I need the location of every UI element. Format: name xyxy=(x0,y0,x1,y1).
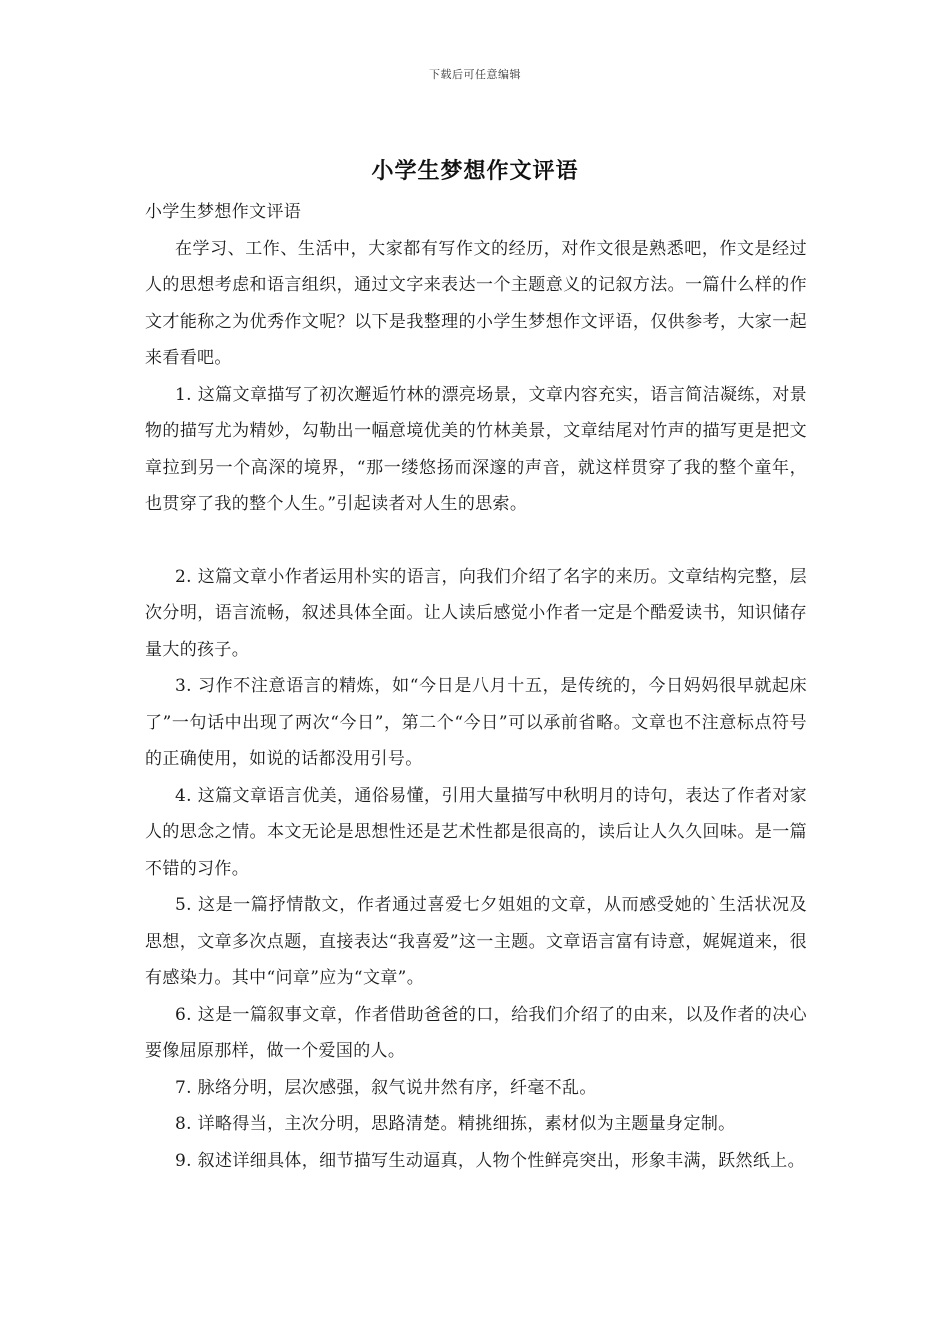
comment-item-5: 5. 这是一篇抒情散文，作者通过喜爱七夕姐姐的文章，从而感受她的`生活状况及思想，文章多次点题，直接表达“我喜爱”这一主题。文章语言富有诗意，娓娓道来，很有感染力。其中“问章”应为“文章”。 xyxy=(145,895,807,988)
page-header-note: 下载后可任意编辑 xyxy=(429,68,521,81)
comment-item-3: 3. 习作不注意语言的精炼，如“今日是八月十五，是传统的，今日妈妈很早就起床了”一句话中出现了两次“今日”，第二个“今日”可以承前省略。文章也不注意标点符号的正确使用，如说的话都没用引号。 xyxy=(145,676,807,769)
comment-item-9: 9. 叙述详细具体，细节描写生动逼真，人物个性鲜亮突出，形象丰满，跃然纸上。 xyxy=(175,1150,805,1171)
comment-item-6: 6. 这是一篇叙事文章，作者借助爸爸的口，给我们介绍了的由来，以及作者的决心要像屈原那样，做一个爱国的人。 xyxy=(145,1004,807,1061)
paragraph-spacer xyxy=(145,523,807,559)
intro-paragraph: 在学习、工作、生活中，大家都有写作文的经历，对作文很是熟悉吧，作文是经过人的思想考虑和语言组织，通过文字来表达一个主题意义的记叙方法。一篇什么样的作文才能称之为优秀作文呢？以下是我整理的小学生梦想作文评语，仅供参考，大家一起来看看吧。 xyxy=(145,238,807,368)
document-title: 小学生梦想作文评语 xyxy=(371,158,579,184)
comment-item-4: 4. 这篇文章语言优美，通俗易懂，引用大量描写中秋明月的诗句，表达了作者对家人的思念之情。本文无论是思想性还是艺术性都是很高的，读后让人久久回味。是一篇不错的习作。 xyxy=(145,785,807,879)
comment-item-2: 2. 这篇文章小作者运用朴实的语言，向我们介绍了名字的来历。文章结构完整，层次分明，语言流畅，叙述具体全面。让人读后感觉小作者一定是个酷爱读书，知识储存量大的孩子。 xyxy=(145,566,807,660)
comment-item-8: 8. 详略得当，主次分明，思路清楚。精挑细拣，素材似为主题量身定制。 xyxy=(175,1114,736,1134)
comment-item-1: 1. 这篇文章描写了初次邂逅竹林的漂亮场景，文章内容充实，语言简洁凝练，对景物的描写尤为精妙，勾勒出一幅意境优美的竹林美景，文章结尾对竹声的描写更是把文章拉到另一个高深的境界，“那一缕悠扬而深邃的声音，就这样贯穿了我的整个童年，也贯穿了我的整个人生。”引起读者对人生的思索。 xyxy=(145,384,807,514)
document-body xyxy=(145,194,807,1179)
comment-item-7: 7. 脉络分明，层次感强，叙气说井然有序，纤毫不乱。 xyxy=(175,1077,597,1098)
document-subtitle: 小学生梦想作文评语 xyxy=(145,202,302,222)
